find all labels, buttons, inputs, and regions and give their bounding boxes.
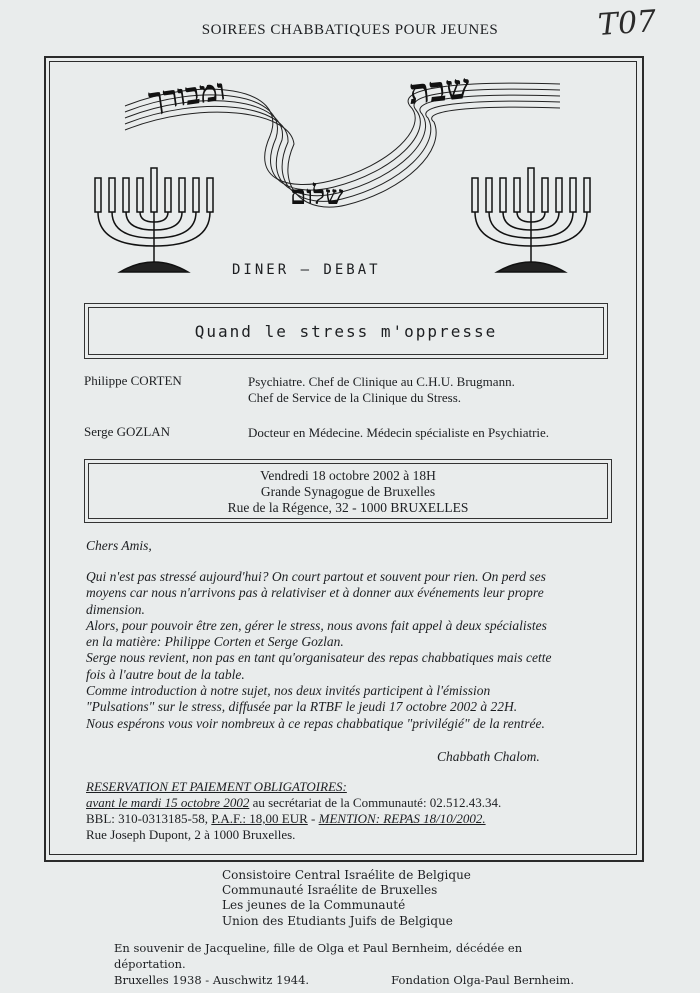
speaker-1-role-line: Chef de Service de la Clinique du Stress. bbox=[248, 390, 462, 405]
letter-line: Serge nous revient, non pas en tant qu'organisateur des repas chabbatiques mais cette bbox=[86, 650, 552, 666]
speaker-2-role bbox=[248, 425, 549, 441]
menorah-right-icon bbox=[472, 168, 590, 272]
separator: - bbox=[307, 811, 319, 826]
reservation-block bbox=[86, 779, 501, 843]
reservation-deadline-line bbox=[86, 795, 501, 811]
memorial-note bbox=[114, 940, 574, 988]
event-details-box bbox=[84, 459, 612, 523]
letter-signoff: Chabbath Chalom. bbox=[437, 749, 540, 764]
memorial-line-1: En souvenir de Jacqueline, fille de Olga et Paul Bernheim, décédée en déportation. bbox=[114, 941, 523, 971]
event-venue: Grande Synagogue de Bruxelles bbox=[260, 484, 436, 499]
letter-line: Qui n'est pas stressé aujourd'hui? On court partout et souvent pour rien. On perd ses bbox=[86, 569, 546, 584]
speaker-1-name: Philippe CORTEN bbox=[84, 373, 182, 388]
organizer-item: Les jeunes de la Communauté bbox=[222, 898, 406, 913]
reservation-payment-line bbox=[86, 811, 501, 827]
letter-line: moyens car nous n'arrivons pas à relativiser et à donner aux événements leur propre bbox=[86, 585, 544, 601]
bank-account: BBL: 310-0313185-58, bbox=[86, 811, 212, 826]
letter-body bbox=[86, 569, 618, 732]
organizer-item: Union des Etudiants Juifs de Belgique bbox=[222, 913, 453, 928]
memorial-foundation: Fondation Olga-Paul Bernheim. bbox=[391, 973, 574, 987]
organizers-list bbox=[222, 868, 471, 929]
letter-line: "Pulsations" sur le stress, diffusée par la RTBF le jeudi 17 octobre 2002 à 22H. bbox=[86, 699, 518, 715]
speaker-1-role bbox=[248, 374, 515, 406]
reservation-deadline: avant le mardi 15 octobre 2002 bbox=[86, 795, 250, 810]
talk-title-box bbox=[84, 303, 608, 359]
organizer-item: Communauté Israélite de Bruxelles bbox=[222, 883, 438, 898]
letter-line: Alors, pour pouvoir être zen, gérer le stress, nous avons fait appel à deux spécialistes bbox=[86, 617, 547, 633]
menorah-left-icon bbox=[95, 168, 213, 272]
letter-line: en la matière: Philippe Corten et Serge Gozlan. bbox=[86, 634, 344, 650]
paf-amount: P.A.F.: 18,00 EUR bbox=[211, 811, 308, 826]
payment-mention: MENTION: REPAS 18/10/2002. bbox=[318, 811, 486, 826]
banner-hebrew-mid: שלום bbox=[290, 181, 344, 211]
memorial-dates: Bruxelles 1938 - Auschwitz 1944. bbox=[114, 973, 310, 987]
letter-line: Comme introduction à notre sujet, nos deux invités participent à l'émission bbox=[86, 683, 491, 699]
speaker-1-role-line: Psychiatre. Chef de Clinique au C.H.U. Brugmann. bbox=[248, 374, 515, 389]
speaker-2-name: Serge GOZLAN bbox=[84, 424, 171, 439]
event-type: DINER – DEBAT bbox=[232, 262, 381, 278]
reservation-address: Rue Joseph Dupont, 2 à 1000 Bruxelles. bbox=[86, 827, 296, 842]
page-header: SOIREES CHABBATIQUES POUR JEUNES bbox=[201, 22, 499, 38]
speaker-2-role-line: Docteur en Médecine. Médecin spécialiste en Psychiatrie. bbox=[248, 425, 550, 440]
reservation-heading: RESERVATION ET PAIEMENT OBLIGATOIRES: bbox=[86, 779, 347, 794]
banner-hebrew-right: שבת bbox=[406, 66, 472, 113]
reservation-secretariat: au secrétariat de la Communauté: 02.512.43.34. bbox=[249, 795, 502, 810]
handwritten-reference: T07 bbox=[596, 4, 658, 43]
event-address: Rue de la Régence, 32 - 1000 BRUXELLES bbox=[227, 500, 469, 515]
banner-hebrew-left: ומבורך bbox=[146, 72, 228, 118]
banner-graphic bbox=[90, 66, 610, 276]
organizer-item: Consistoire Central Israélite de Belgique bbox=[222, 868, 471, 882]
letter-greeting: Chers Amis, bbox=[86, 538, 152, 553]
letter-line: Nous espérons vous voir nombreux à ce repas chabbatique "privilégié" de la rentrée. bbox=[86, 715, 545, 731]
talk-title: Quand le stress m'oppresse bbox=[88, 307, 604, 355]
letter-line: dimension. bbox=[86, 601, 145, 617]
letter-line: fois à l'autre bout de la table. bbox=[86, 666, 245, 682]
event-date: Vendredi 18 octobre 2002 à 18H bbox=[260, 468, 436, 483]
